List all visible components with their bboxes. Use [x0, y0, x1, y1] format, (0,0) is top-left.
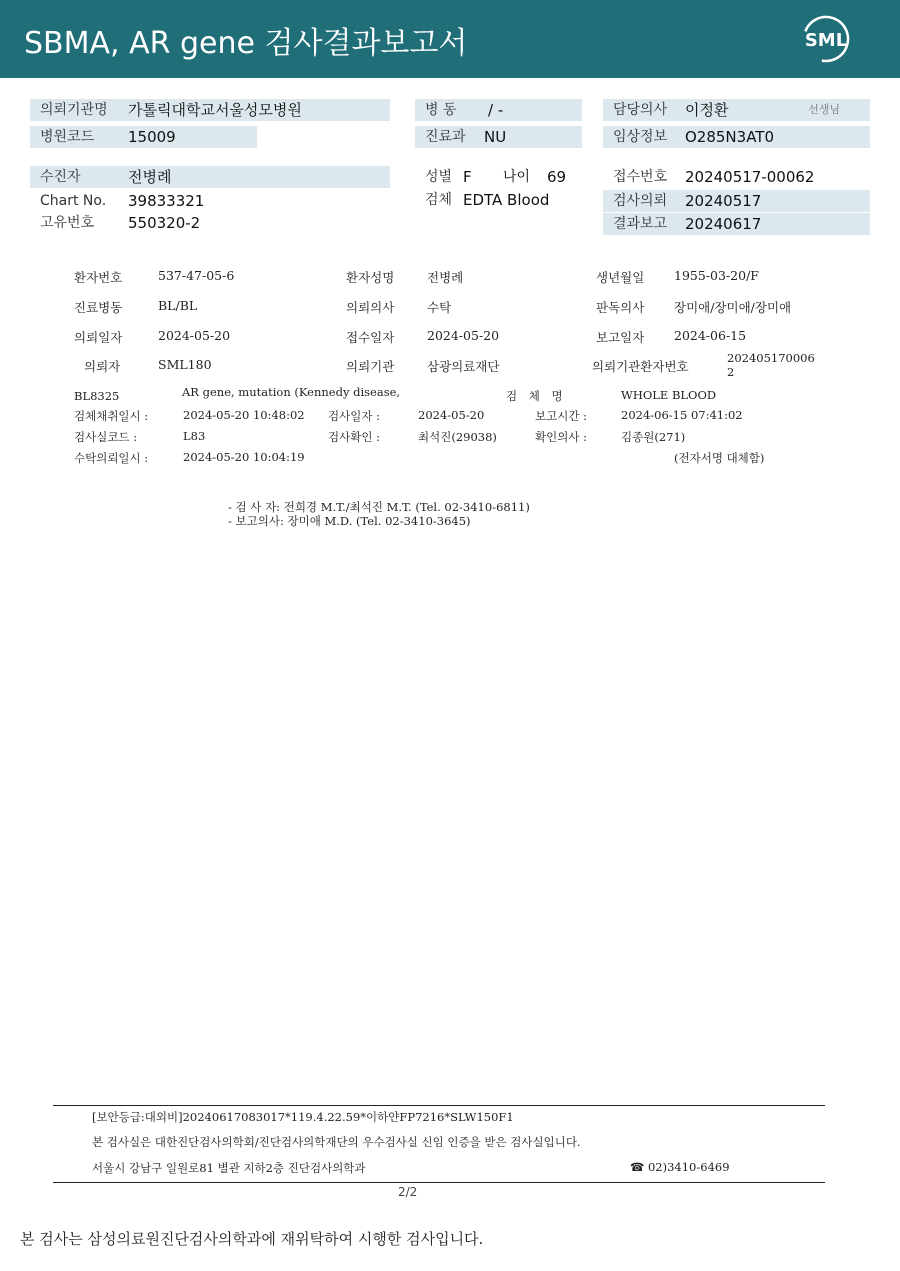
specimen-field: [415, 189, 582, 211]
receipt-field: [603, 166, 870, 188]
unique-no-field: [30, 212, 390, 234]
receipt-date-value: 2024-05-20: [427, 328, 500, 343]
logo-text: SML: [804, 30, 848, 51]
result-date-field: [603, 213, 870, 235]
department-field: [415, 126, 582, 148]
report-time-value: 2024-06-15 07:41:02: [621, 408, 743, 422]
patient-id-label: 환자번호: [74, 270, 123, 285]
department-value: NU: [484, 128, 507, 146]
requester-value: SML180: [158, 357, 212, 372]
dob-value: 1955-03-20/F: [674, 268, 759, 283]
doctor-field: [603, 99, 870, 121]
requesting-doctor-value: 수탁: [427, 300, 452, 315]
institution-label: 의뢰기관명: [40, 102, 108, 118]
specimen-value: EDTA Blood: [463, 191, 550, 209]
test-date-value: 2024-05-20: [418, 408, 485, 422]
report-time-label: 보고시간 :: [535, 409, 587, 423]
chart-no-field: [30, 190, 390, 212]
collection-label: 검체채취일시 :: [74, 409, 149, 423]
chart-no-label: Chart No.: [40, 193, 107, 209]
address-line: 서울시 강남구 일원로81 별관 지하2층 진단검사의학과: [92, 1161, 366, 1175]
specimen-label: 검체: [425, 192, 453, 208]
footer-bottom-rule: [53, 1182, 825, 1183]
age-value: 69: [547, 168, 567, 186]
request-date-value: 20240517: [685, 192, 762, 210]
sex-value: F: [463, 168, 472, 186]
unique-no-label: 고유번호: [40, 215, 95, 231]
unique-no-value: 550320-2: [128, 214, 201, 232]
patient-value: 전병례: [128, 168, 172, 186]
doctor-label: 담당의사: [613, 102, 668, 118]
dob-label: 생년월일: [596, 270, 645, 285]
requesting-inst-label: 의뢰기관: [346, 359, 395, 374]
collection-value: 2024-05-20 10:48:02: [183, 408, 305, 422]
test-code: BL8325: [74, 389, 120, 403]
hospital-code-field: [30, 126, 257, 148]
requesting-inst-value: 삼광의료재단: [427, 359, 500, 374]
clinical-info-field: [603, 126, 870, 148]
test-confirm-value: 최석진(29038): [418, 430, 497, 444]
patient-field: [30, 166, 390, 188]
specimen-name-label: 검 체 명: [506, 389, 567, 403]
department-label: 진료과: [425, 129, 466, 145]
request-date-label: 검사의뢰: [613, 193, 668, 209]
institution-value: 가톨릭대학교서울성모병원: [128, 101, 302, 119]
sex-label: 성별: [425, 169, 453, 185]
ward-label: 병 동: [425, 102, 457, 118]
inst-patient-no-label: 의뢰기관환자번호: [592, 359, 689, 374]
lab-code-label: 검사실코드 :: [74, 430, 138, 444]
request-date-field: [603, 190, 870, 212]
clinical-info-label: 임상정보: [613, 129, 668, 145]
report-ward-label: 진료병동: [74, 300, 123, 315]
hospital-code-label: 병원코드: [40, 129, 95, 145]
phone-number: ☎ 02)3410-6469: [630, 1160, 730, 1174]
patient-label: 수진자: [40, 169, 81, 185]
institution-field: [30, 99, 390, 121]
test-name: AR gene, mutation (Kennedy disease,: [182, 385, 401, 399]
lab-code-value: L83: [183, 429, 206, 443]
report-title: SBMA, AR gene 검사결과보고서: [24, 26, 468, 61]
patient-name-label: 환자성명: [346, 270, 395, 285]
requesting-doctor-label: 의뢰의사: [346, 300, 395, 315]
doctor-value: 이정환: [685, 101, 729, 119]
clinical-info-value: O285N3AT0: [685, 128, 775, 146]
consign-time-value: 2024-05-20 10:04:19: [183, 450, 305, 464]
receipt-label: 접수번호: [613, 169, 668, 185]
hospital-code-value: 15009: [128, 128, 176, 146]
report-ward-value: BL/BL: [158, 298, 198, 313]
test-date-label: 검사일자 :: [328, 409, 380, 423]
request-date-label-2: 의뢰일자: [74, 330, 123, 345]
specimen-name-value: WHOLE BLOOD: [621, 388, 717, 402]
certification-line: 본 검사실은 대한진단검사의학회/진단검사의학재단의 우수검사실 신임 인증을 받은 검사실입니다.: [92, 1135, 581, 1149]
inst-patient-no-value-2: 2: [727, 365, 735, 379]
ward-value: / -: [488, 101, 504, 119]
requester-label: 의뢰자: [84, 359, 121, 374]
receipt-value: 20240517-00062: [685, 168, 815, 186]
sml-logo: [800, 14, 852, 64]
sex-age-field: [415, 166, 582, 188]
doctor-suffix: 선생님: [808, 103, 840, 116]
report-date-label: 보고일자: [596, 330, 645, 345]
report-date-value: 2024-06-15: [674, 328, 747, 343]
page-number: 2/2: [398, 1185, 418, 1199]
security-line: [보안등급:대외비]20240617083017*119.4.22.59*이하얀FP7216*SLW150F1: [92, 1110, 514, 1124]
test-confirm-label: 검사확인 :: [328, 430, 380, 444]
age-label: 나이: [503, 169, 531, 185]
reading-doctor-value: 장미애/장미애/장미애: [674, 300, 792, 315]
chart-no-value: 39833321: [128, 192, 205, 210]
reading-doctor-label: 판독의사: [596, 300, 645, 315]
patient-name-value: 전병례: [427, 270, 464, 285]
reporter-line: - 보고의사: 장미애 M.D. (Tel. 02-3410-3645): [228, 514, 471, 528]
result-date-value: 20240617: [685, 215, 762, 233]
consign-time-label: 수탁의뢰일시 :: [74, 451, 149, 465]
ward-field: [415, 99, 582, 121]
confirm-doctor-label: 확인의사 :: [535, 430, 587, 444]
bottom-note: 본 검사는 삼성의료원진단검사의학과에 재위탁하여 시행한 검사입니다.: [20, 1230, 484, 1248]
report-header: [0, 0, 900, 78]
tester-line: - 검 사 자: 전희경 M.T./최석진 M.T. (Tel. 02-3410-6811): [228, 500, 530, 514]
esign-note: (전자서명 대체함): [674, 451, 765, 465]
footer-top-rule: [53, 1105, 825, 1106]
receipt-date-label: 접수일자: [346, 330, 395, 345]
result-date-label: 결과보고: [613, 216, 668, 232]
inst-patient-no-value-1: 202405170006: [727, 351, 815, 365]
request-date-value-2: 2024-05-20: [158, 328, 231, 343]
patient-id-value: 537-47-05-6: [158, 268, 235, 283]
confirm-doctor-value: 김종원(271): [621, 430, 686, 444]
